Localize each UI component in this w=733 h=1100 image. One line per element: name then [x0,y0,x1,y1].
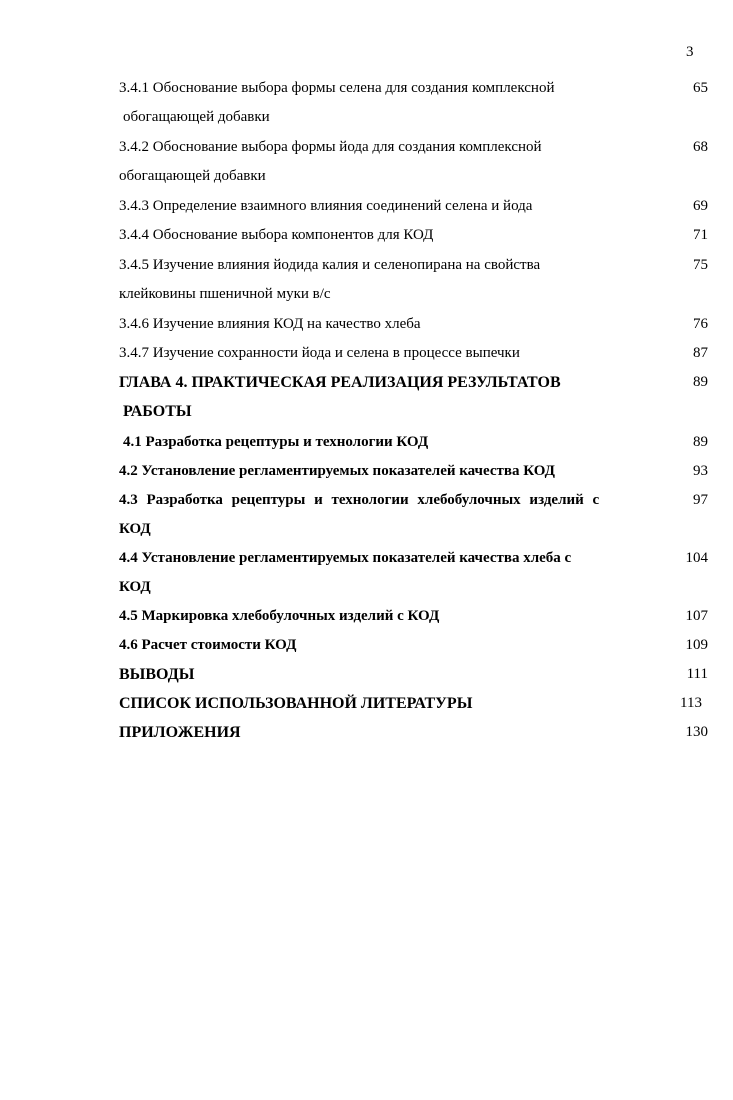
toc-entry-page: 65 [693,80,708,96]
toc-entry-page: 68 [693,139,708,155]
toc-entry-page: 97 [693,492,708,508]
toc-entry-page: 107 [685,608,708,624]
toc-entry-title: 4.6 Расчет стоимости КОД [119,637,297,653]
toc-entry-page: 89 [693,434,708,450]
toc-entry-title: ПРИЛОЖЕНИЯ [119,724,241,741]
toc-entry-title: 3.4.2 Обоснование выбора формы йода для создания комплексной [119,139,542,155]
toc-entry-title: 3.4.3 Определение взаимного влияния соединений селена и йода [119,198,533,214]
toc-entry-title: 4.4 Установление регламентируемых показателей качества хлеба с [119,550,572,566]
toc-entry-page: 76 [693,316,708,332]
toc-entry-page: 71 [693,227,708,243]
toc-entry-page: 93 [693,463,708,479]
toc-entry-title: 4.5 Маркировка хлебобулочных изделий с КОД [119,608,440,624]
toc-entry-title: ВЫВОДЫ [119,666,195,683]
toc-entry-title: 3.4.4 Обоснование выбора компонентов для КОД [119,227,434,243]
toc-entry-page: 75 [693,257,708,273]
toc-entry-title-cont: обогащающей добавки [123,109,270,125]
toc-entry-page: 130 [685,724,708,740]
toc-chapter-title-cont: РАБОТЫ [123,403,192,420]
toc-entry-title: СПИСОК ИСПОЛЬЗОВАННОЙ ЛИТЕРАТУРЫ [119,695,473,712]
toc-entry-page: 109 [685,637,708,653]
toc-entry-title: 4.2 Установление регламентируемых показателей качества КОД [119,463,555,479]
toc-entry-title: 4.1 Разработка рецептуры и технологии КОД [123,434,429,450]
toc-entry-page: 69 [693,198,708,214]
toc-entry-title-cont: клейковины пшеничной муки в/с [119,286,331,302]
toc-entry-page: 87 [693,345,708,361]
toc-entry-title: 3.4.5 Изучение влияния йодида калия и селенопирана на свойства [119,257,541,273]
toc-entry-title-cont: КОД [119,521,151,537]
toc-entry-page: 104 [685,550,708,566]
toc-entry-title: 3.4.7 Изучение сохранности йода и селена в процессе выпечки [119,345,520,361]
toc-entry-title-cont: КОД [119,579,151,595]
toc-entry-page: 111 [686,666,708,682]
toc-entry-title: 3.4.6 Изучение влияния КОД на качество хлеба [119,316,421,332]
toc-entry-page: 89 [693,374,708,390]
toc-entry-page: 113 [680,695,702,711]
page-number: 3 [686,44,694,60]
toc-entry-title: 4.3 Разработка рецептуры и технологии хлебобулочных изделий с [119,492,600,508]
toc-entry-title-cont: обогащающей добавки [119,168,266,184]
toc-entry-title: 3.4.1 Обоснование выбора формы селена для создания комплексной [119,80,555,96]
toc-chapter-title: ГЛАВА 4. ПРАКТИЧЕСКАЯ РЕАЛИЗАЦИЯ РЕЗУЛЬТАТОВ [119,374,561,391]
